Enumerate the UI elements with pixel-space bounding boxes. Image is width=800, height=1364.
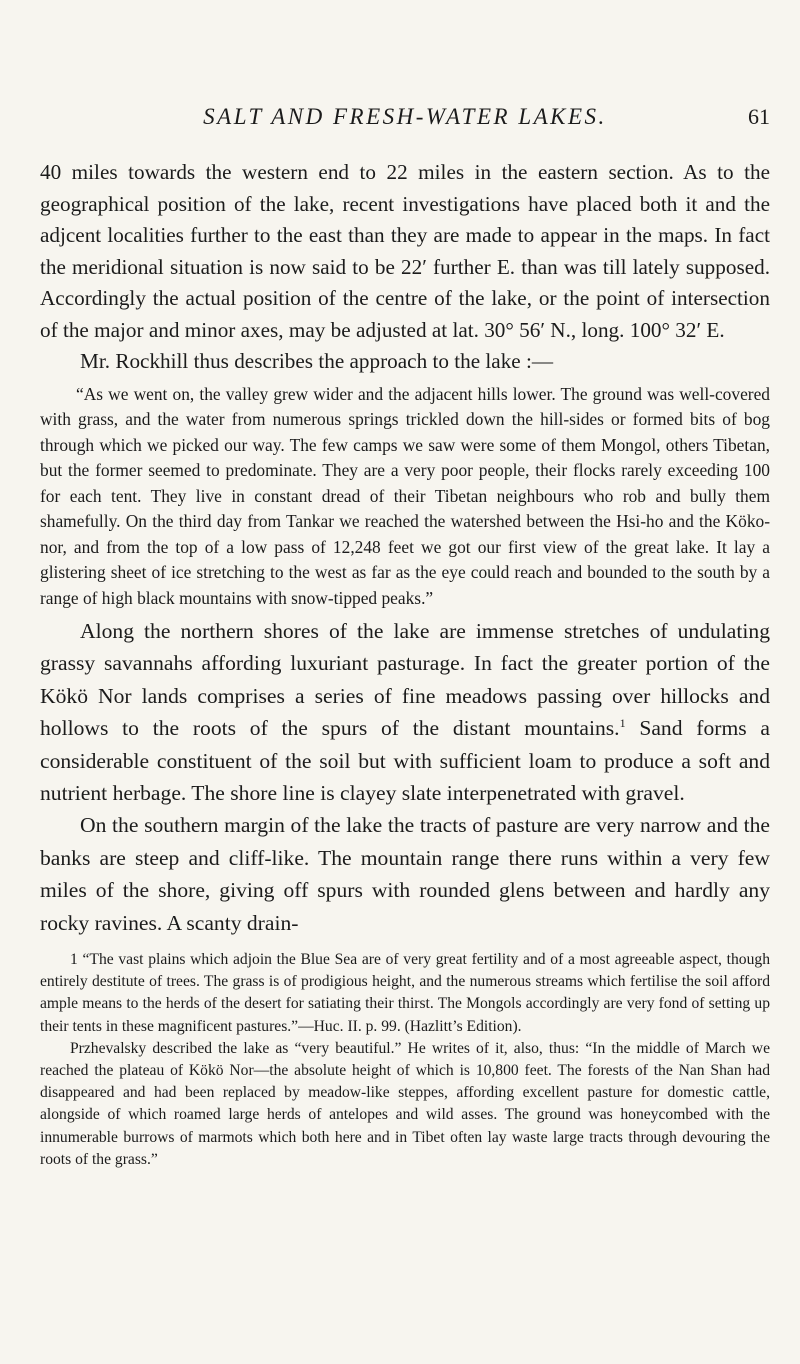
- body-text: [40, 157, 770, 1171]
- block-quote: “As we went on, the valley grew wider and the adjacent hills lower. The ground was well-covered with grass, and the water from numerous springs trickled down the hill-sides or formed bits of bog through which we picked our way. The few camps we saw were some of them Mongol, others Tibetan, but the former seemed to predominate. They are a very poor people, their flocks rarely exceeding 100 for each tent. They live in constant dread of their Tibetan neighbours who rob and bully them shamefully. On the third day from Tankar we reached the watershed between the Hsi-ho and the Köko-nor, and from the top of a low pass of 12,248 feet we got our first view of the great lake. It lay a glistering sheet of ice stretching to the west as far as the eye could reach and bounded to the south by a range of high black mountains with snow-tipped peaks.”: [40, 383, 770, 608]
- footnote-1: 1 “The vast plains which adjoin the Blue Sea are of very great fertility and of a most agreeable aspect, though entirely destitute of trees. The grass is of prodigious height, and the numerous streams which fertilise the soil afford ample means to the herds of the desert for satiating their thirst. The Mongols accordingly are very fond of setting up their tents in these magnificent pastures.”—Huc. II. p. 99. (Hazlitt’s Edition).: [40, 951, 770, 1035]
- page-number: 61: [748, 104, 770, 129]
- paragraph-3-text: Along the northern shores of the lake are immense stretches of undulating grassy savannahs affording luxuriant pasturage. In fact the greater portion of the Kökö Nor lands comprises a series of fine meadows passing over hillocks and hollows to the roots of the spurs of the distant mountains.: [40, 619, 770, 741]
- footnote-2: Przhevalsky described the lake as “very beautiful.” He writes of it, also, thus: “In the middle of March we reached the plateau of Kökö Nor—the absolute height of which is 10,800 feet. The forests of the Nan Shan had disappeared and had been replaced by meadow-like steppes, affording excellent pasture for domestic cattle, alongside of which roamed large herds of antelopes and wild asses. The ground was honeycombed with the innumerable burrows of marmots which both here and in Tibet often lay waste large tracts through devouring the roots of the grass.”: [40, 1039, 770, 1168]
- paragraph-3-continued: Sand forms a considerable constituent of the soil but with sufficient loam to produce a soft and nutrient herbage. The shore line is clayey slate interpenetrated with gravel.: [40, 716, 770, 806]
- paragraph-4: On the southern margin of the lake the tracts of pasture are very narrow and the banks are steep and cliff-like. The mountain range there runs within a very few miles of the shore, giving off spurs with rounded glens between and hardly any rocky ravines. A scanty drain-: [40, 813, 770, 935]
- paragraph-2: Mr. Rockhill thus describes the approach to the lake :—: [80, 349, 554, 373]
- paragraph-3: [40, 615, 770, 809]
- footnote-reference: 1: [619, 716, 626, 731]
- footnotes: [40, 949, 770, 1171]
- running-title: SALT AND FRESH-WATER LAKES.: [203, 104, 607, 129]
- paragraph-1: 40 miles towards the western end to 22 miles in the eastern section. As to the geographical position of the lake, recent investigations have placed both it and the adjcent localities further to the east than they are made to appear in the maps. In fact the meridional situation is now said to be 22′ further E. than was till lately supposed. Accordingly the actual position of the centre of the lake, or the point of intersection of the major and minor axes, may be adjusted at lat. 30° 56′ N., long. 100° 32′ E.: [40, 160, 770, 342]
- running-header: [40, 104, 770, 134]
